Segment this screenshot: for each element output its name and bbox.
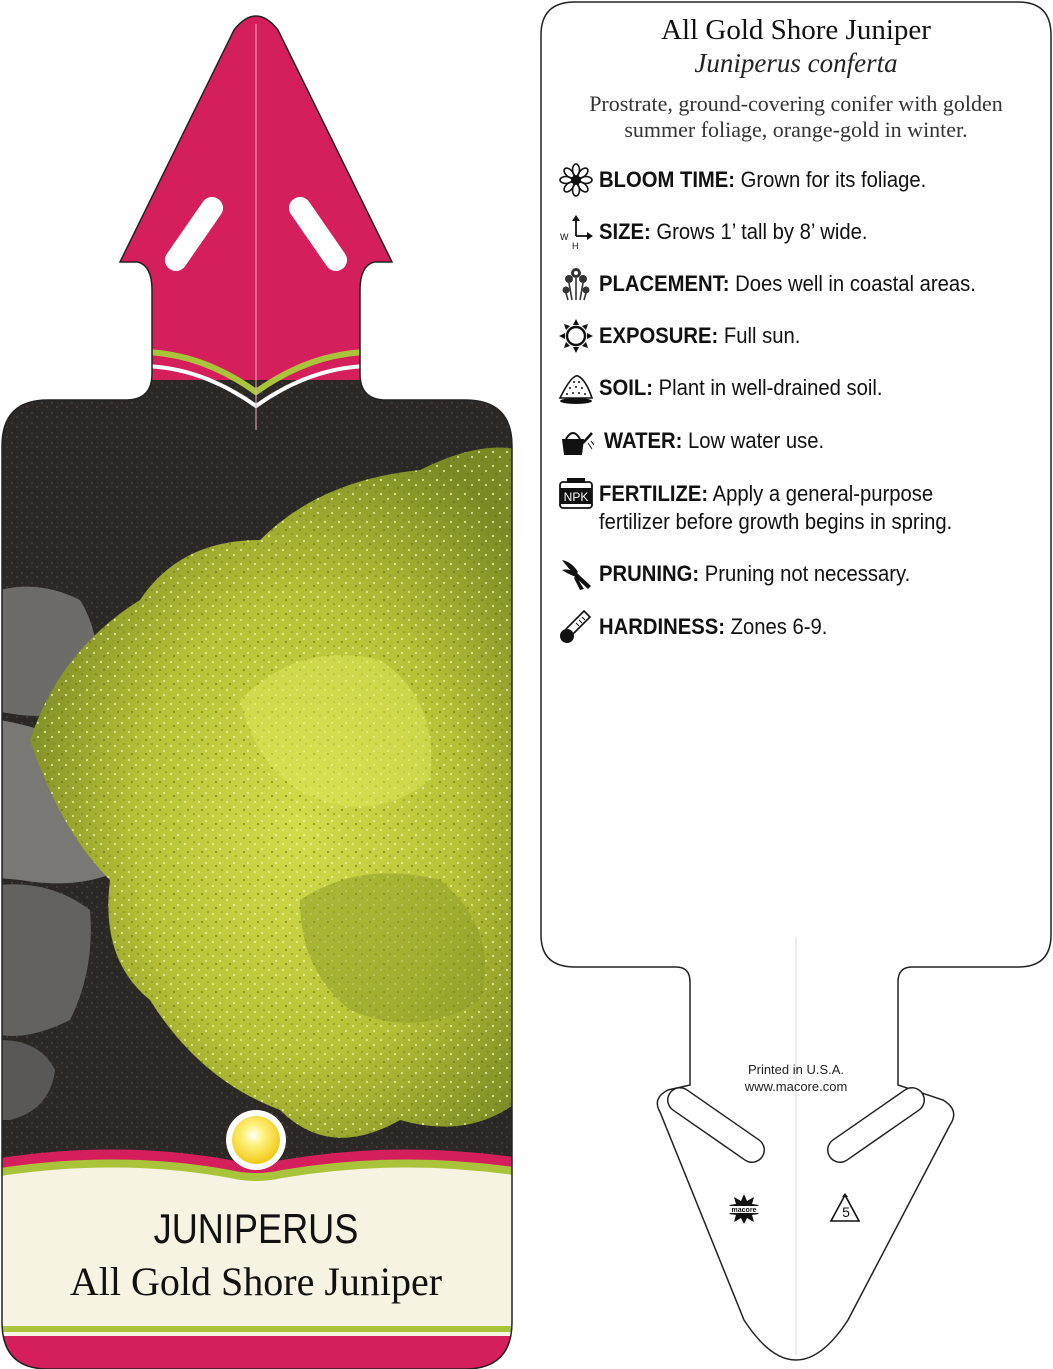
website-link: www.macore.com — [744, 1079, 848, 1094]
care-size — [558, 214, 1038, 258]
care-value: Low water use. — [687, 428, 825, 453]
sun-icon — [558, 318, 594, 354]
care-value: Grows 1’ tall by 8’ wide. — [656, 219, 868, 244]
care-fertilize — [558, 476, 1038, 534]
size-arrows-icon — [558, 214, 594, 250]
care-pruning — [558, 556, 1038, 600]
latin-name: Juniperus conferta — [694, 48, 898, 78]
macore-logo-icon — [728, 1193, 760, 1225]
printed-info — [700, 1061, 892, 1095]
care-label: BLOOM TIME: — [599, 167, 736, 192]
care-placement — [558, 266, 1038, 310]
size-h-label: H — [572, 241, 579, 250]
care-value: Apply a general-purpose — [712, 481, 934, 506]
flower-icon — [558, 162, 594, 198]
plant-description: Prostrate, ground-covering conifer with golden summer foliage, orange-gold in winter. — [589, 91, 1003, 142]
care-exposure — [558, 318, 1038, 362]
full-sun-icon — [226, 1110, 286, 1170]
recycle-number: 5 — [842, 1204, 850, 1220]
plant-genus: JUNIPERUS — [153, 1205, 359, 1252]
care-value-continued: fertilizer before growth begins in spring. — [599, 509, 953, 534]
care-label: WATER: — [604, 428, 683, 453]
npk-fertilizer-icon — [558, 476, 594, 512]
plant-photo — [0, 380, 520, 1180]
macore-logo-text: macore — [731, 1207, 757, 1214]
care-label: HARDINESS: — [599, 614, 725, 639]
care-label: PRUNING: — [599, 561, 700, 586]
pruners-icon — [558, 556, 594, 592]
care-label: SIZE: — [599, 219, 651, 244]
care-soil — [558, 370, 1038, 414]
care-value: Does well in coastal areas. — [735, 271, 976, 296]
printed-in-label: Printed in U.S.A. — [747, 1062, 845, 1077]
care-label: PLACEMENT: — [599, 271, 730, 296]
care-value: Full sun. — [723, 323, 801, 348]
care-label: SOIL: — [599, 375, 653, 400]
care-value: Grown for its foliage. — [740, 167, 927, 192]
care-value: Zones 6-9. — [730, 614, 828, 639]
care-hardiness — [558, 609, 1038, 653]
soil-pile-icon — [558, 370, 594, 406]
watering-can-icon — [558, 423, 594, 459]
npk-label: NPK — [563, 490, 589, 504]
care-bloom-time — [558, 162, 1038, 206]
care-label: EXPOSURE: — [599, 323, 719, 348]
care-water — [558, 423, 1038, 467]
care-value: Pruning not necessary. — [704, 561, 911, 586]
care-label: FERTILIZE: — [599, 481, 709, 506]
care-value: Plant in well-drained soil. — [658, 375, 883, 400]
plant-common-name: All Gold Shore Juniper — [69, 1259, 443, 1304]
back-title: All Gold Shore Juniper — [661, 14, 931, 46]
size-w-label: W — [560, 232, 569, 242]
thermometer-icon — [558, 609, 594, 645]
placement-flowers-icon — [558, 266, 594, 302]
